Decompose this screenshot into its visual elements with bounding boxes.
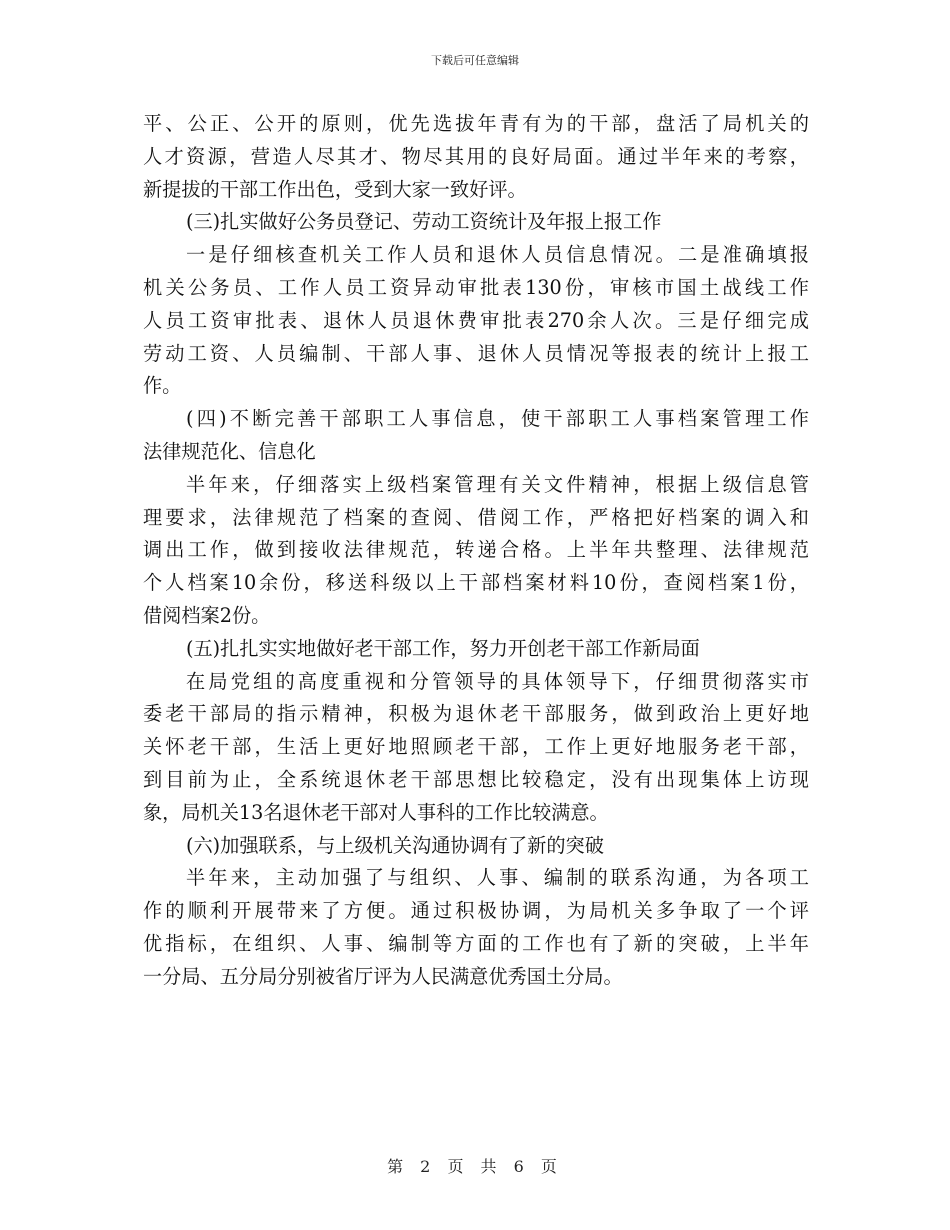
paragraph-line: 象，局机关13名退休老干部对人事科的工作比较满意。 [143, 800, 609, 824]
page-header: 下载后可任意编辑 [431, 54, 519, 67]
paragraph-line: 关怀老干部，生活上更好地照顾老干部，工作上更好地服务老干部， [143, 735, 809, 759]
paragraph-line: 法律规范化、信息化 [143, 439, 316, 463]
paragraph-line: (六)加强联系，与上级机关沟通协调有了新的突破 [186, 833, 604, 857]
paragraph-line: 半年来，仔细落实上级档案管理有关文件精神，根据上级信息管 [186, 472, 809, 496]
paragraph-line: 半年来，主动加强了与组织、人事、编制的联系沟通，为各项工 [186, 866, 809, 890]
paragraph-line: 一是仔细核查机关工作人员和退休人员信息情况。二是准确填报 [186, 243, 809, 267]
paragraph-line: (五)扎扎实实地做好老干部工作，努力开创老干部工作新局面 [186, 636, 700, 660]
paragraph-line: 作。 [143, 374, 182, 398]
page-footer: 第 2 页 共 6 页 [387, 1157, 563, 1176]
paragraph-line: 借阅档案2份。 [143, 603, 271, 627]
paragraph-line: 在局党组的高度重视和分管领导的具体领导下，仔细贯彻落实市 [186, 669, 809, 693]
paragraph-line: 机关公务员、工作人员工资异动审批表130份，审核市国土战线工作 [143, 275, 809, 299]
paragraph-line: 人才资源，营造人尽其才、物尽其用的良好局面。通过半年来的考察， [143, 144, 809, 168]
paragraph-line: 个人档案10余份，移送科级以上干部档案材料10份，查阅档案1份， [143, 571, 809, 595]
paragraph-line: 劳动工资、人员编制、干部人事、退休人员情况等报表的统计上报工 [143, 341, 809, 365]
paragraph-line: 调出工作，做到接收法律规范，转递合格。上半年共整理、法律规范 [143, 538, 809, 562]
paragraph-line: 平、公正、公开的原则，优先选拔年青有为的干部，盘活了局机关的 [143, 112, 809, 135]
paragraph-line: 人员工资审批表、退休人员退休费审批表270余人次。三是仔细完成 [143, 308, 809, 332]
paragraph-line: 作的顺利开展带来了方便。通过积极协调，为局机关多争取了一个评 [143, 899, 809, 923]
paragraph-line: (四)不断完善干部职工人事信息，使干部职工人事档案管理工作 [186, 407, 809, 431]
paragraph-line: 新提拔的干部工作出色，受到大家一致好评。 [143, 177, 527, 201]
paragraph-line: 优指标，在组织、人事、编制等方面的工作也有了新的突破，上半年 [143, 931, 809, 955]
paragraph-line: 委老干部局的指示精神，积极为退休老干部服务，做到政治上更好地 [143, 702, 809, 726]
paragraph-line: 理要求，法律规范了档案的查阅、借阅工作，严格把好档案的调入和 [143, 505, 809, 529]
document-body [143, 108, 809, 994]
paragraph-line: 一分局、五分局分别被省厅评为人民满意优秀国土分局。 [143, 964, 623, 988]
paragraph-line: (三)扎实做好公务员登记、劳动工资统计及年报上报工作 [186, 210, 662, 234]
paragraph-line: 到目前为止，全系统退休老干部思想比较稳定，没有出现集体上访现 [143, 767, 809, 791]
